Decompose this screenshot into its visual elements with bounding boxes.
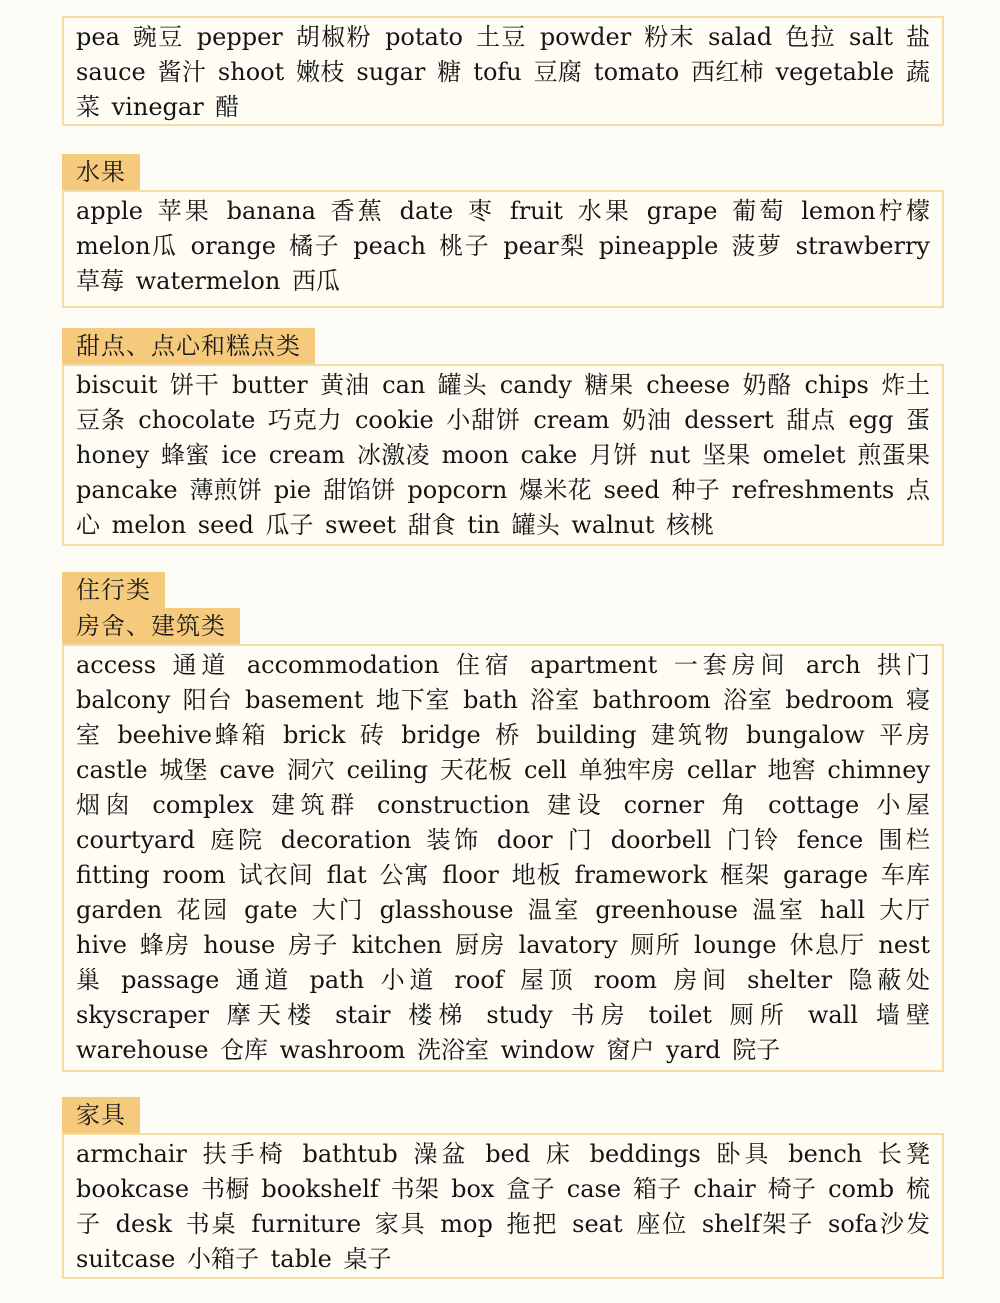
section-title: 家具 [62, 1097, 140, 1133]
vocab-box [62, 190, 944, 308]
section-title: 水果 [62, 154, 140, 190]
vocab-box [62, 1133, 944, 1279]
section-subtitle: 房舍、建筑类 [62, 608, 240, 644]
vocab-box [62, 364, 944, 546]
vocab-list: pea 豌豆 pepper 胡椒粉 potato 土豆 powder 粉末 salad 色拉 salt 盐 sauce 酱汁 shoot 嫩枝 sugar 糖 tofu 豆腐 tomato 西红柿 vegetable 蔬菜 vinegar 醋 [76, 23, 930, 121]
section-housing [62, 572, 944, 1072]
section-vegetables-tail [62, 16, 944, 126]
section-fruit [62, 154, 944, 308]
vocab-list: apple 苹果 banana 香蕉 date 枣 fruit 水果 grape 葡萄 lemon柠檬 melon瓜 orange 橘子 peach 桃子 pear梨 pineapple 菠萝 strawberry 草莓 watermelon 西瓜 [76, 197, 930, 295]
section-title: 甜点、点心和糕点类 [62, 328, 315, 364]
section-title: 住行类 [62, 572, 165, 608]
vocab-list: access 通道 accommodation 住宿 apartment 一套房间 arch 拱门 balcony 阳台 basement 地下室 bath 浴室 bathroom 浴室 bedroom 寝室 beehive蜂箱 brick 砖 bridge 桥 building 建筑物 bungalow 平房 castle 城堡 cave 洞穴 ceiling 天花板 cell 单独牢房 cellar 地窖 chimney 烟囱 complex 建筑群 construction 建设 corner 角 cottage 小屋 courtyard 庭院 decoration 装饰 door 门 doorbell 门铃 fence 围栏 fitting room 试衣间 flat 公寓 floor 地板 framework 框架 garage 车库 garden 花园 gate 大门 glasshouse 温室 greenhouse 温室 hall 大厅 hive 蜂房 house 房子 kitchen 厨房 lavatory 厕所 lounge 休息厅 nest 巢 passage 通道 path 小道 roof 屋顶 room 房间 shelter 隐蔽处 skyscraper 摩天楼 stair 楼梯 study 书房 toilet 厕所 wall 墙壁 warehouse 仓库 washroom 洗浴室 window 窗户 yard 院子 [76, 651, 930, 1064]
vocab-box [62, 644, 944, 1072]
section-desserts [62, 328, 944, 546]
vocab-box [62, 16, 944, 126]
section-furniture [62, 1097, 944, 1279]
vocab-list: armchair 扶手椅 bathtub 澡盆 bed 床 beddings 卧具 bench 长凳 bookcase 书橱 bookshelf 书架 box 盒子 case 箱子 chair 椅子 comb 梳子 desk 书桌 furniture 家具 mop 拖把 seat 座位 shelf架子 sofa沙发 suitcase 小箱子 table 桌子 [76, 1140, 930, 1273]
vocab-list: biscuit 饼干 butter 黄油 can 罐头 candy 糖果 cheese 奶酪 chips 炸土豆条 chocolate 巧克力 cookie 小甜饼 cream 奶油 dessert 甜点 egg 蛋 honey 蜂蜜 ice cream 冰激凌 moon cake 月饼 nut 坚果 omelet 煎蛋果 pancake 薄煎饼 pie 甜馅饼 popcorn 爆米花 seed 种子 refreshments 点心 melon seed 瓜子 sweet 甜食 tin 罐头 walnut 核桃 [76, 371, 930, 539]
